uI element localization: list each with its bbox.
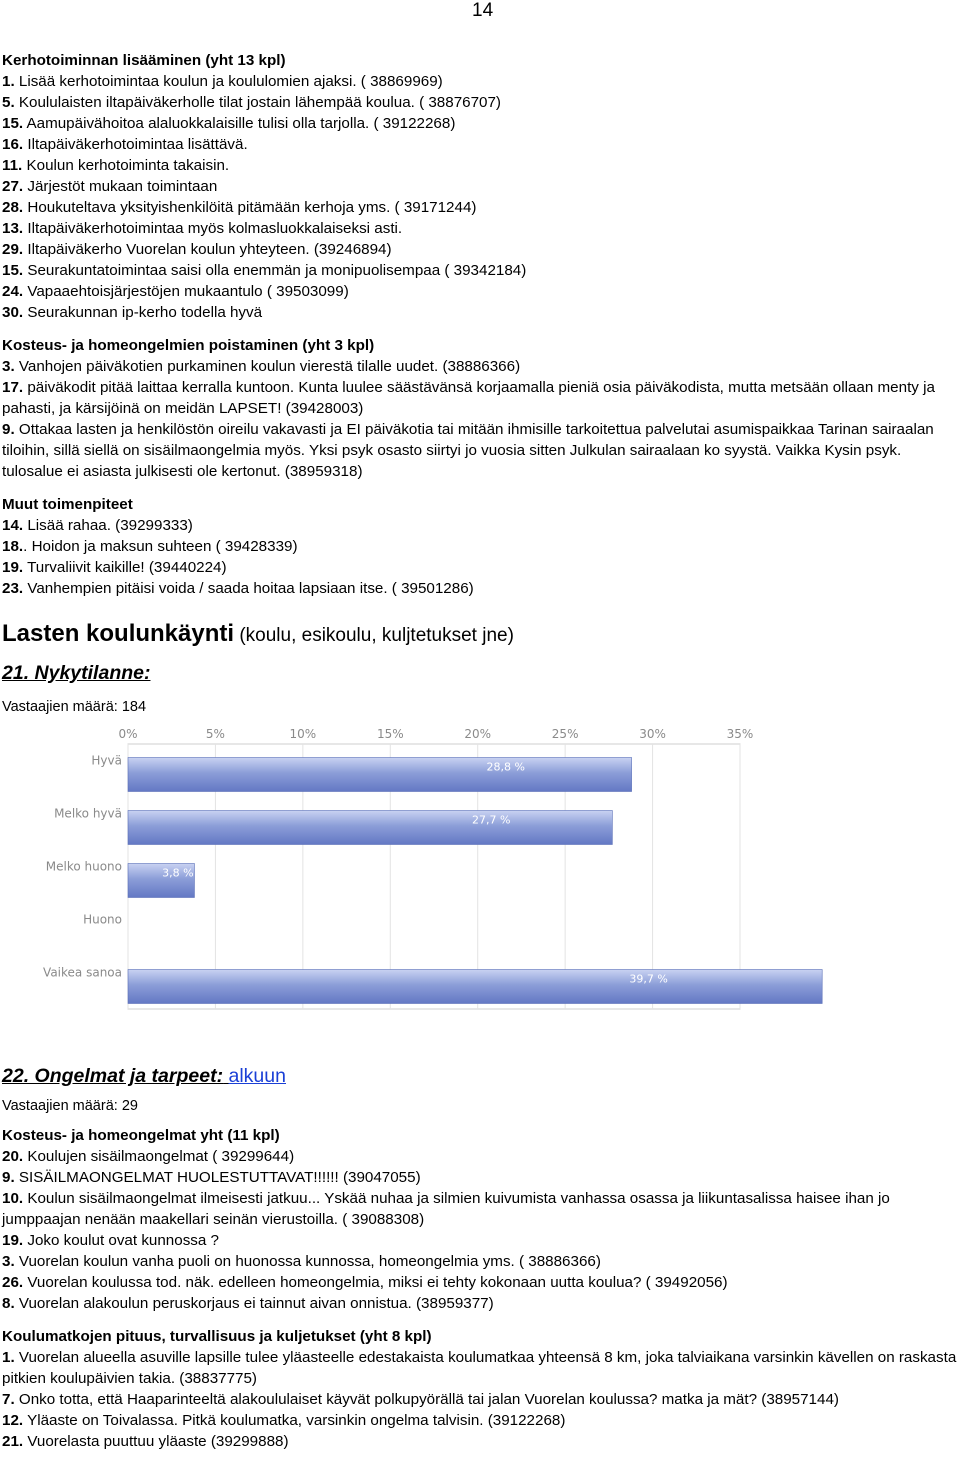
response-number: 13.	[2, 220, 24, 237]
response-number: 3.	[2, 1253, 15, 1270]
response-list	[2, 71, 957, 323]
x-tick-label: 15%	[376, 727, 404, 741]
category-label: Vaikea sanoa	[43, 965, 122, 980]
chapter-title-main: Lasten koulunkäynti	[2, 620, 235, 647]
response-list	[2, 1347, 957, 1452]
response-item	[2, 356, 957, 377]
section-heading: Muut toimenpiteet	[2, 496, 133, 513]
document-body	[2, 50, 957, 1452]
response-item	[2, 71, 957, 92]
response-item	[2, 536, 957, 557]
response-item	[2, 281, 957, 302]
response-text: Koulujen sisäilmaongelmat ( 39299644)	[23, 1148, 295, 1165]
response-text: Vanhempien pitäisi voida / saada hoitaa lapsiaan itse. ( 39501286)	[23, 580, 474, 597]
response-number: 1.	[2, 73, 15, 90]
bar	[128, 758, 632, 792]
response-number: 30.	[2, 304, 24, 321]
question-title: 21. Nykytilanne:	[2, 662, 151, 684]
bar	[128, 970, 822, 1004]
response-item	[2, 1293, 957, 1314]
response-number: 19.	[2, 559, 24, 576]
response-text: Vuorelasta puuttuu yläaste (39299888)	[23, 1433, 289, 1450]
response-text: Aamupäivähoitoa alaluokkalaisille tulisi olla tarjolla. ( 39122268)	[23, 115, 456, 132]
bar-chart-svg	[43, 724, 782, 1014]
response-text: Koulun kerhotoiminta takaisin.	[22, 157, 230, 174]
page-number: 14	[472, 0, 494, 21]
response-text: Ottakaa lasten ja henkilöstön oireilu vakavasti ja EI päiväkotia tai mitään ihmisille tarkoitettua palvelutai asumispaikkaa Tarinan sairaalan tiloihin, sillä siellä on sisäilmaongelmia myös. Yksi psyk osasto siirtyi jo vuosia sitten Julkulan sairaalaan ko syystä. Vaikka Kysin psyk. tulosalue ei asiasta julkisesti ole kertonut. (38959318)	[2, 421, 934, 480]
response-item	[2, 1188, 957, 1230]
chapter-title-sub: (koulu, esikoulu, kuljtetukset jne)	[234, 625, 514, 646]
response-item	[2, 155, 957, 176]
data-label: 39,7 %	[629, 972, 668, 986]
category-label: Melko hyvä	[54, 806, 122, 821]
respondent-count: Vastaajien määrä: 29	[2, 1098, 138, 1114]
response-item	[2, 239, 957, 260]
response-text: Iltapäiväkerho Vuorelan koulun yhteyteen. (39246894)	[23, 241, 392, 258]
response-item	[2, 1230, 957, 1251]
section-heading: Kosteus- ja homeongelmien poistaminen (yht 3 kpl)	[2, 337, 375, 354]
x-tick-label: 0%	[118, 727, 138, 741]
data-label: 27,7 %	[472, 813, 511, 827]
response-item	[2, 557, 957, 578]
response-text: Yläaste on Toivalassa. Pitkä koulumatka, varsinkin ongelma talvisin. (39122268)	[23, 1412, 566, 1429]
response-item	[2, 419, 957, 482]
data-label: 3,8 %	[162, 866, 194, 880]
response-item	[2, 377, 957, 419]
response-text: Koulun sisäilmaongelmat ilmeisesti jatkuu... Yskää nuhaa ja silmien kuivumista vanhassa osassa ja liikuntasalissa haisee ihan jo jumppaajan nenään maakellari seinän vierustoilla. ( 39088308)	[2, 1190, 890, 1228]
response-text: Vapaaehtoisjärjestöjen mukaantulo ( 39503099)	[23, 283, 349, 300]
response-item	[2, 260, 957, 281]
response-number: 11.	[2, 157, 23, 174]
chapter-title	[2, 619, 957, 651]
response-item	[2, 578, 957, 599]
x-tick-label: 25%	[551, 727, 579, 741]
bar	[128, 811, 612, 845]
response-text: Iltapäiväkerhotoimintaa myös kolmasluokkalaiseksi asti.	[23, 220, 403, 237]
response-number: 20.	[2, 1148, 24, 1165]
response-number: 12.	[2, 1412, 24, 1429]
response-item	[2, 218, 957, 239]
response-item	[2, 302, 957, 323]
question-title	[2, 1062, 957, 1090]
response-text: Koululaisten iltapäiväkerholle tilat jostain lähempää koulua. ( 38876707)	[14, 94, 501, 111]
response-list	[2, 1146, 957, 1314]
respondent-count: Vastaajien määrä: 184	[2, 699, 147, 715]
response-number: 3.	[2, 358, 15, 375]
response-item	[2, 176, 957, 197]
response-item	[2, 1167, 957, 1188]
response-number: 17.	[2, 379, 24, 396]
response-text: Vuorelan koulussa tod. näk. edelleen homeongelmia, miksi ei tehty kokonaan uutta koulua? ( 39492056)	[23, 1274, 728, 1291]
x-tick-label: 30%	[639, 727, 666, 741]
response-list	[2, 515, 957, 599]
response-number: 1.	[2, 1349, 15, 1366]
response-text: Vuorelan alakoulun peruskorjaus ei tainnut aivan onnistua. (38959377)	[14, 1295, 494, 1312]
bar-chart	[43, 724, 782, 1014]
category-label: Hyvä	[91, 753, 122, 768]
response-number: 9.	[2, 421, 15, 438]
response-text: Seurakunnan ip-kerho todella hyvä	[23, 304, 263, 321]
response-item	[2, 1146, 957, 1167]
response-number: 18.	[2, 538, 24, 555]
response-number: 14.	[2, 517, 24, 534]
response-number: 23.	[2, 580, 24, 597]
x-tick-label: 35%	[726, 727, 754, 741]
question-title-text: 22. Ongelmat ja tarpeet:	[2, 1065, 224, 1087]
response-number: 15.	[2, 115, 24, 132]
response-text: Houkuteltava yksityishenkilöitä pitämään kerhoja yms. ( 39171244)	[23, 199, 477, 216]
response-item	[2, 134, 957, 155]
response-text: Joko koulut ovat kunnossa ?	[23, 1232, 219, 1249]
response-item	[2, 1410, 957, 1431]
response-text: SISÄILMAONGELMAT HUOLESTUTTAVAT!!!!!! (39047055)	[14, 1169, 421, 1186]
response-item	[2, 197, 957, 218]
response-item	[2, 1389, 957, 1410]
response-number: 16.	[2, 136, 24, 153]
response-number: 19.	[2, 1232, 24, 1249]
response-number: 9.	[2, 1169, 15, 1186]
data-label: 28,8 %	[486, 760, 525, 774]
response-text: Vuorelan koulun vanha puoli on huonossa kunnossa, homeongelmia yms. ( 38886366)	[14, 1253, 601, 1270]
x-tick-label: 10%	[289, 727, 317, 741]
response-number: 5.	[2, 94, 15, 111]
response-text: päiväkodit pitää laittaa kerralla kuntoon. Kunta luulee säästävänsä korjaamalla pieniä osia päiväkodista, mutta metsään ollaan menty ja pahasti, ja kärsijöinä on meidän LAPSET! (39428003)	[2, 379, 935, 417]
response-number: 27.	[2, 178, 24, 195]
response-text: . Hoidon ja maksun suhteen ( 39428339)	[23, 538, 298, 555]
response-item	[2, 1347, 957, 1389]
response-number: 7.	[2, 1391, 15, 1408]
response-text: Vuorelan alueella asuville lapsille tulee yläasteelle edestakaista koulumatkaa yhteensä 8 km, joka talviaikana varsinkin kävellen on raskasta pitkien koulupäivien takia. (38837775)	[2, 1349, 957, 1387]
section-heading: Koulumatkojen pituus, turvallisuus ja kuljetukset (yht 8 kpl)	[2, 1328, 432, 1345]
section-heading: Kosteus- ja homeongelmat yht (11 kpl)	[2, 1127, 280, 1144]
response-text: Lisää kerhotoimintaa koulun ja koululomien ajaksi. ( 38869969)	[14, 73, 443, 90]
response-item	[2, 92, 957, 113]
top-link[interactable]: alkuun	[228, 1065, 286, 1087]
response-text: Onko totta, että Haaparinteeltä alakoululaiset käyvät polkupyörällä tai jalan Vuorelan koulussa? matka ja mät? (38957144)	[14, 1391, 839, 1408]
response-item	[2, 1431, 957, 1452]
response-number: 24.	[2, 283, 24, 300]
response-number: 29.	[2, 241, 24, 258]
category-label: Huono	[83, 912, 122, 927]
category-label: Melko huono	[45, 859, 122, 874]
response-number: 21.	[2, 1433, 24, 1450]
response-text: Turvaliivit kaikille! (39440224)	[23, 559, 227, 576]
response-number: 26.	[2, 1274, 24, 1291]
response-item	[2, 515, 957, 536]
section-heading: Kerhotoiminnan lisääminen (yht 13 kpl)	[2, 52, 286, 69]
response-text: Järjestöt mukaan toimintaan	[23, 178, 218, 195]
response-number: 28.	[2, 199, 24, 216]
response-number: 10.	[2, 1190, 24, 1207]
response-text: Lisää rahaa. (39299333)	[23, 517, 193, 534]
response-text: Vanhojen päiväkotien purkaminen koulun vierestä tilalle uudet. (38886366)	[14, 358, 521, 375]
response-item	[2, 1272, 957, 1293]
x-tick-label: 5%	[205, 727, 225, 741]
response-item	[2, 113, 957, 134]
response-number: 8.	[2, 1295, 15, 1312]
response-item	[2, 1251, 957, 1272]
response-text: Iltapäiväkerhotoimintaa lisättävä.	[23, 136, 248, 153]
response-list	[2, 356, 957, 482]
x-tick-label: 20%	[464, 727, 492, 741]
response-text: Seurakuntatoimintaa saisi olla enemmän ja monipuolisempaa ( 39342184)	[23, 262, 527, 279]
response-number: 15.	[2, 262, 24, 279]
